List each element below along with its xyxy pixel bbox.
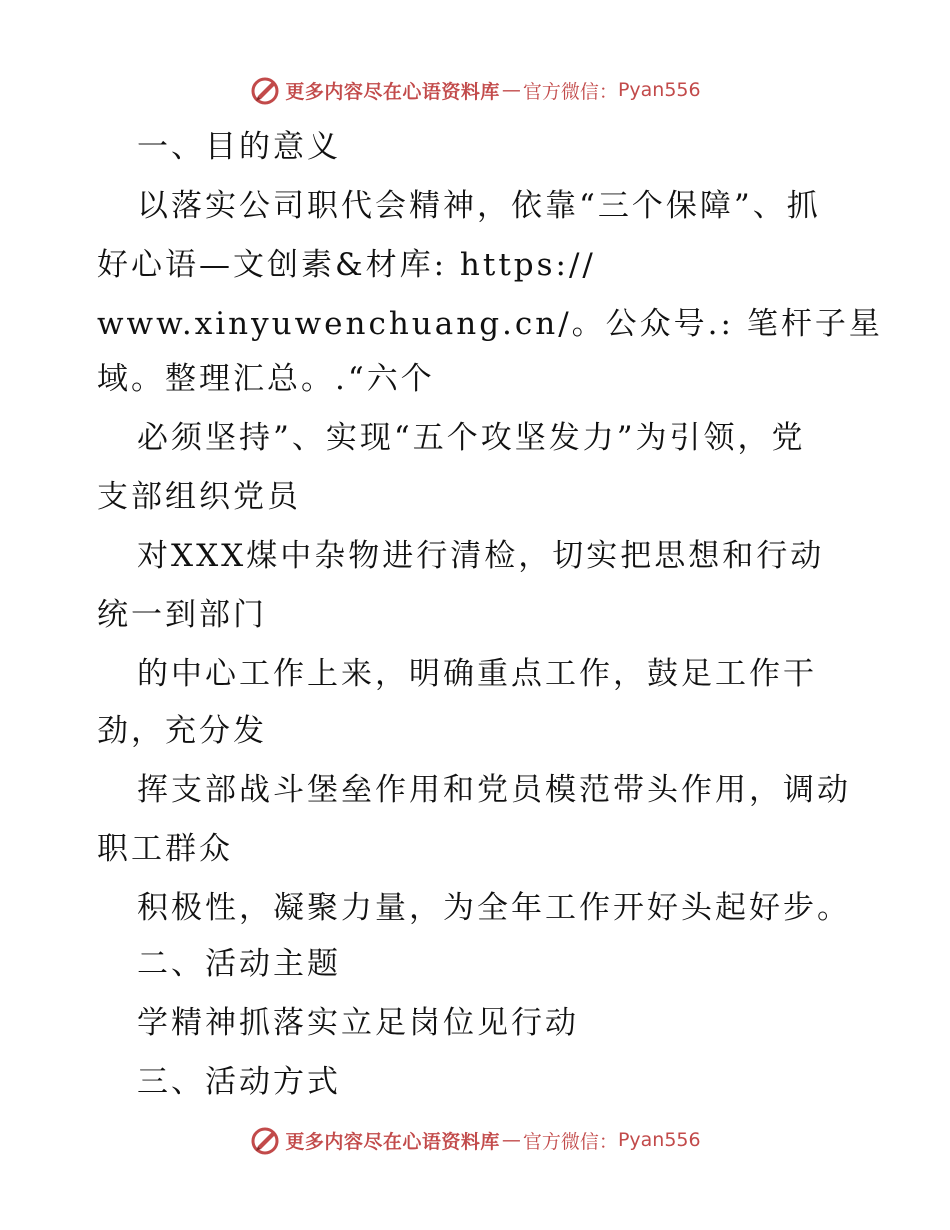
paragraph-line: 劲，充分发	[97, 713, 267, 749]
section-heading-purpose: 一、目的意义	[137, 129, 341, 165]
banner-text: 更多内容尽在心语资料库	[285, 1130, 500, 1153]
paragraph-line: 统一到部门	[97, 597, 267, 633]
paragraph-line: 积极性，凝聚力量，为全年工作开好头起好步。	[137, 890, 851, 926]
footer-banner	[0, 1122, 950, 1158]
paragraph-line: 挥支部战斗堡垒作用和党员模范带头作用，调动	[137, 772, 851, 808]
paragraph-line: 好心语—文创素&材库: https://	[97, 247, 596, 283]
banner-wechat-label: 官方微信：	[522, 1130, 618, 1153]
section-heading-theme: 二、活动主题	[137, 946, 341, 982]
paragraph-line: 必须坚持”、实现“五个攻坚发力”为引领，党	[137, 420, 806, 456]
banner-wechat-label: 官方微信：	[522, 80, 618, 103]
paragraph-line: www.xinyuwenchuang.cn/。公众号.: 笔杆子星	[97, 306, 883, 342]
banner-wechat-id: Pyan556	[617, 1129, 701, 1151]
banner-separator: —	[501, 1129, 521, 1151]
section-heading-method: 三、活动方式	[137, 1064, 341, 1100]
paragraph-line: 对XXX煤中杂物进行清检，切实把思想和行动	[137, 538, 825, 574]
paragraph-line: 以落实公司职代会精神，依靠“三个保障”、抓	[137, 188, 821, 224]
quill-logo-icon	[249, 1124, 281, 1156]
paragraph-line: 职工群众	[97, 831, 233, 867]
paragraph-line: 的中心工作上来，明确重点工作，鼓足工作干	[137, 656, 817, 692]
paragraph-line: 支部组织党员	[97, 479, 301, 515]
paragraph-line: 域。整理汇总。.“六个	[97, 361, 435, 397]
theme-text: 学精神抓落实立足岗位见行动	[137, 1005, 579, 1041]
banner-separator: —	[501, 79, 521, 101]
banner-text: 更多内容尽在心语资料库	[285, 80, 500, 103]
banner-wechat-id: Pyan556	[617, 79, 701, 101]
